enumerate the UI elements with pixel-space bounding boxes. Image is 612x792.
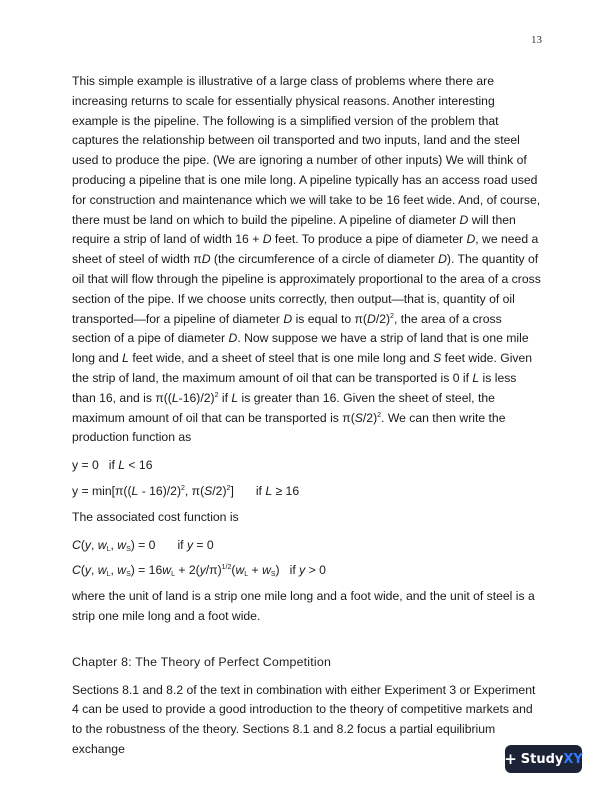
badge-study-text: Study <box>520 751 564 767</box>
body-text <box>72 72 542 768</box>
production-eq-2: y = min[π((L - 16)/2)$^2$, $\pi(S/2)^2$] if L ≥ 16 <box>72 483 300 498</box>
cost-intro: The associated cost function is <box>72 509 239 524</box>
studyxy-badge[interactable] <box>505 745 582 773</box>
badge-xy-text: XY <box>563 751 583 767</box>
intro-paragraph: This simple example is illustrative of a large class of problems where there are increasing returns to scale for essentially physical reasons. Another interesting example is the pipeline. The following is a simplified version of the problem that captures the relationship between oil transported and two inputs, land and the steel used to produce the pipe. (We are ignoring a number of other inputs) We will think of producing a pipeline that is one mile long. A pipeline typically has an access road used for construction and maintenance which we will take to be 16 feet wide. And, of course, there must be land on which to build the pipeline. A pipeline of diameter D will then require a strip of land of width 16 + D feet. To produce a pipe of diameter D, we need a sheet of steel of width πD (the circumference of a circle of diameter D). The quantity of oil that will flow through the pipeline is approximately proportional to the area of a cross section of the pipe. If we choose units correctly, then output—that is, quantity of oil transported—for a pipeline of diameter D is equal to $\pi(D/2)^2$, the area of a cross section of a pipe of diameter D. Now suppose we have a strip of land that is one mile long and L feet wide, and a sheet of steel that is one mile long and S feet wide. Given the strip of land, the maximum amount of oil that can be transported is 0 if L is less than 16, and is $\pi((L-16)/2)^2$ if L is greater than 16. Given the sheet of steel, the maximum amount of oil that can be transported is $\pi(S/2)^2$. We can then write the production function as <box>72 74 541 445</box>
cost-eq-2: C(y, $w_L$, $w_S) = 16w_L + 2(y/\pi)^{1/2}(w_L + w_S)$ if y > 0 <box>72 563 326 579</box>
production-eq-1: y = 0 if L < 16 <box>72 458 153 473</box>
cost-eq-1: C(y, $w_L$, $w_S) = 0$ if y = 0 <box>72 537 214 553</box>
units-paragraph: where the unit of land is a strip one mile long and a foot wide, and the unit of steel is a strip one mile long and a foot wide. <box>72 589 535 623</box>
plus-icon: + <box>504 750 517 768</box>
page-number: 13 <box>531 34 542 46</box>
chapter-paragraph: Sections 8.1 and 8.2 of the text in combination with either Experiment 3 or Experiment 4 can be used to provide a good introduction to the theory of competitive markets and to the robustness of the theory. Sections 8.1 and 8.2 focus a partial equilibrium exchange <box>72 682 536 756</box>
chapter-heading: Chapter 8: The Theory of Perfect Competition <box>72 654 332 669</box>
